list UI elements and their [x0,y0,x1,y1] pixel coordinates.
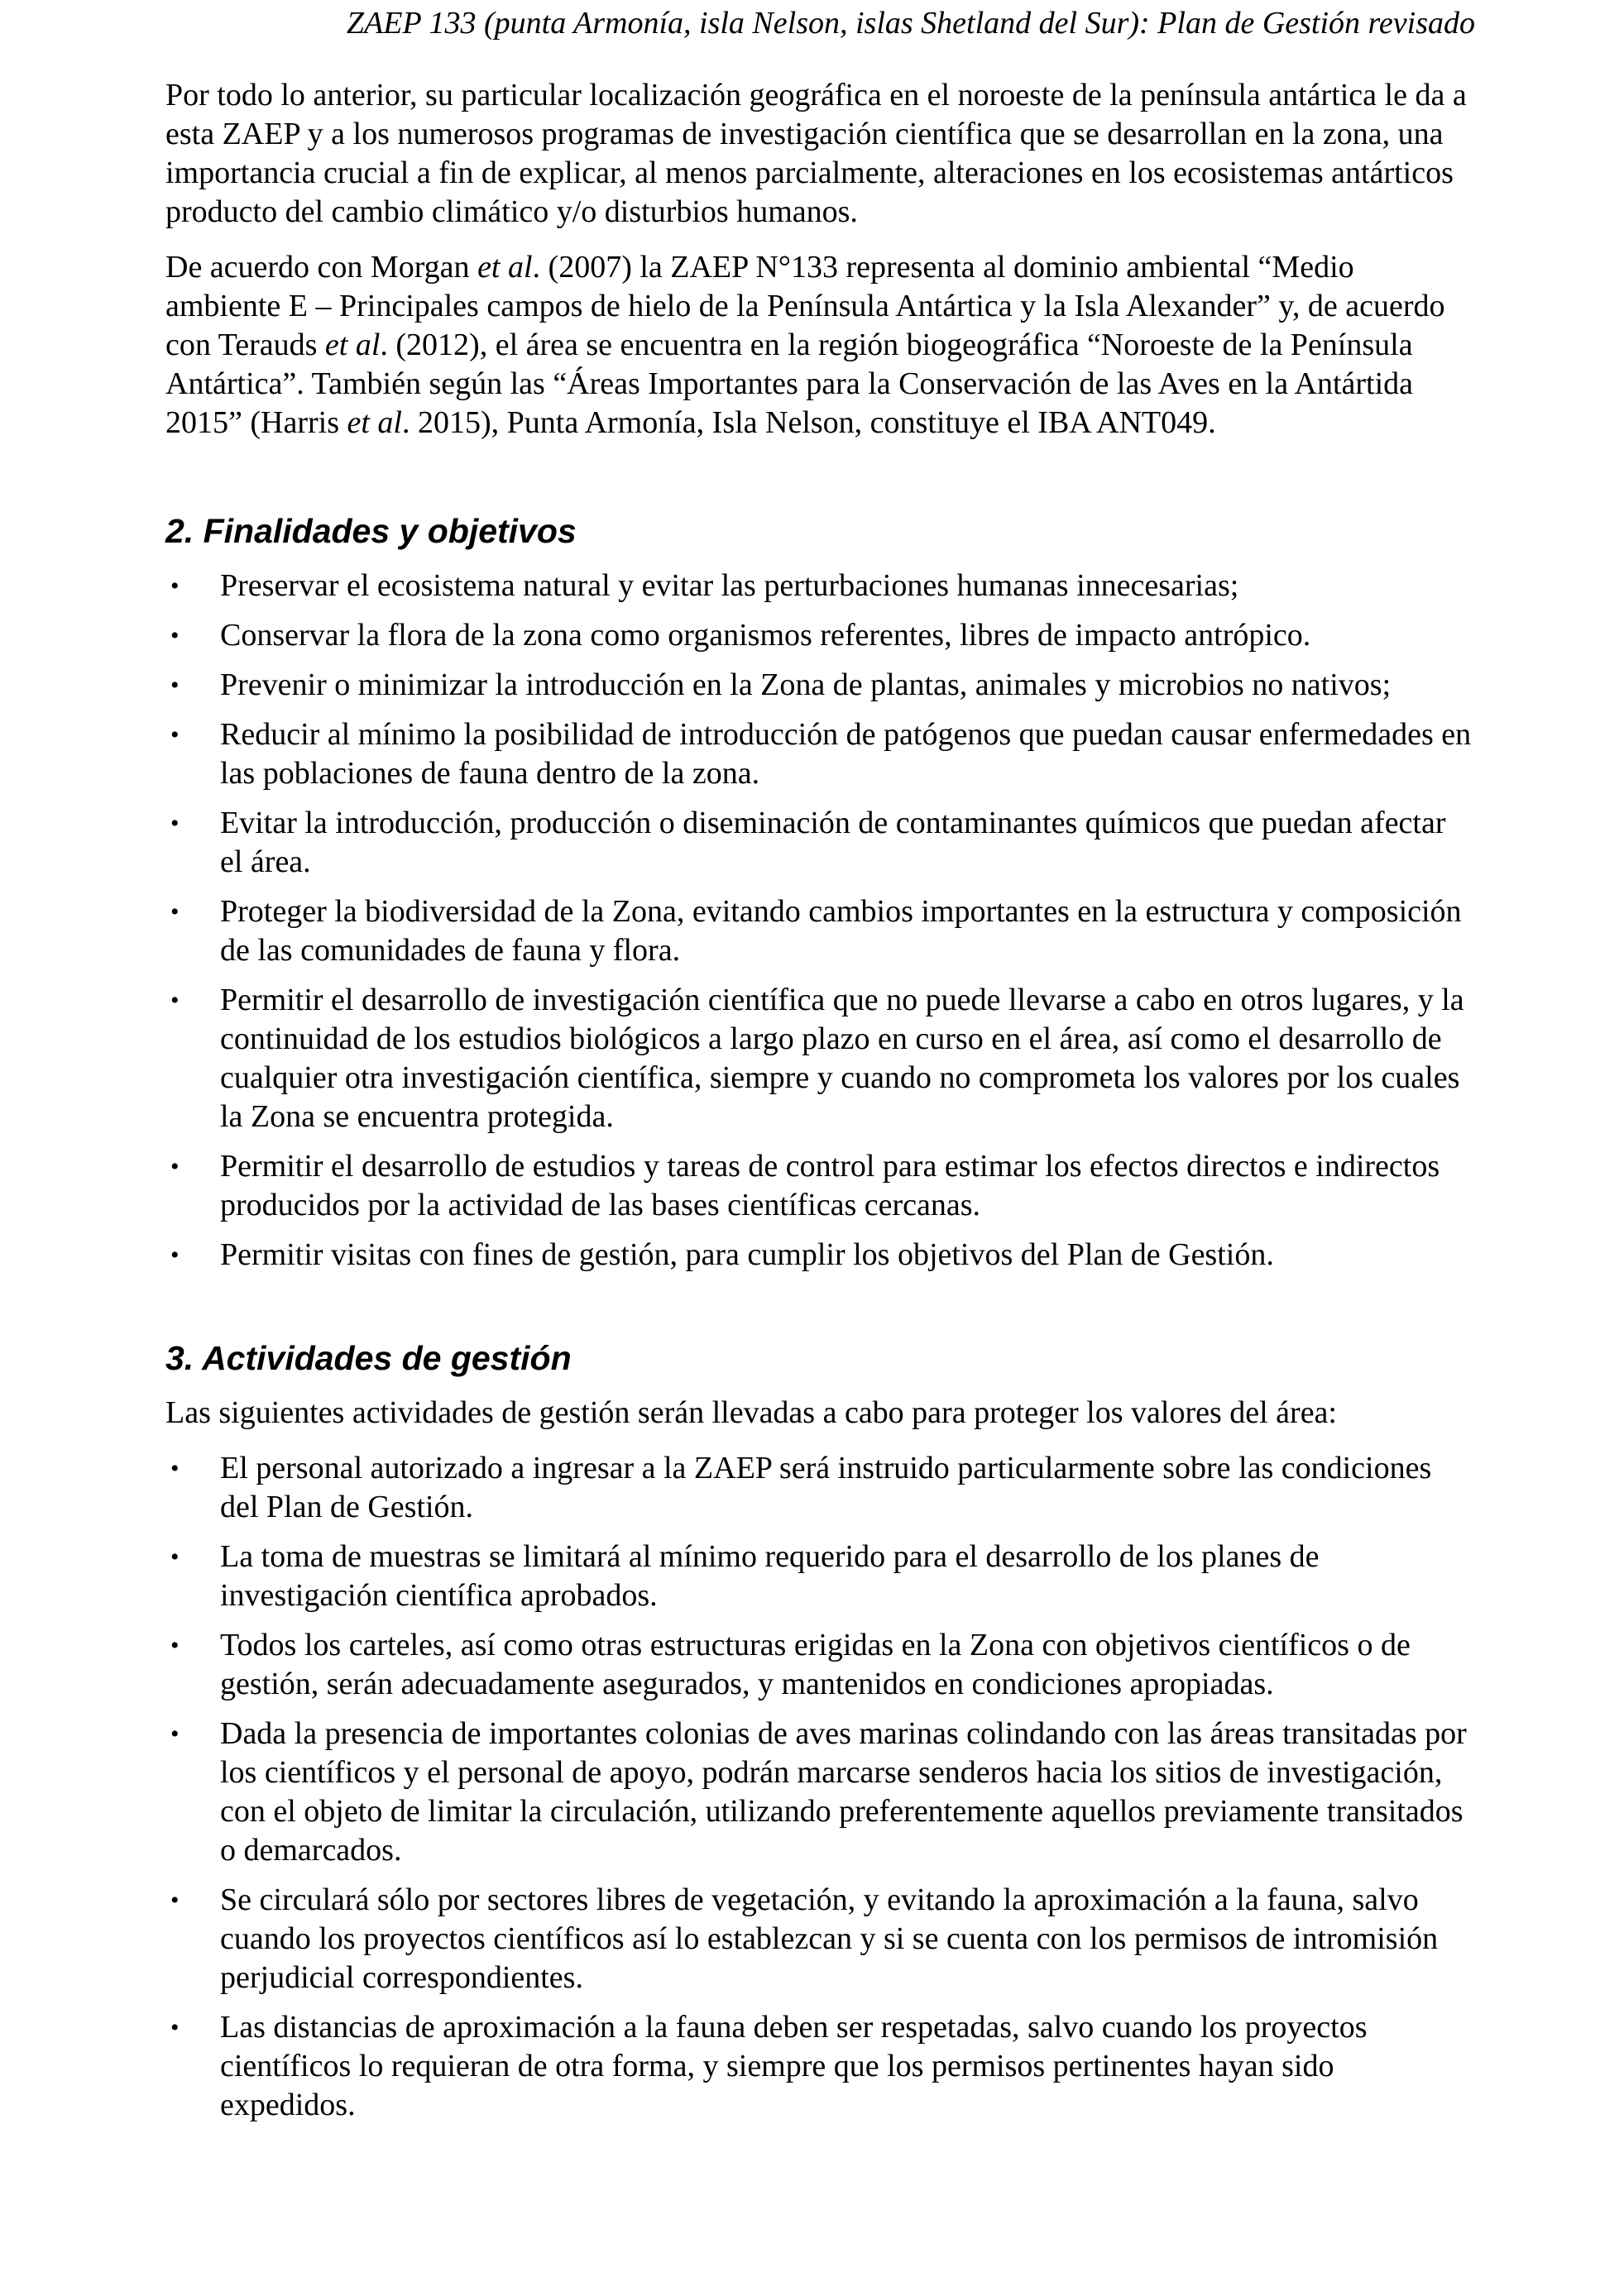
list-item-text: Se circulará sólo por sectores libres de vegetación, y evitando la aproximación a la fauna, salvo cuando los proyectos científicos así lo establezcan y si se cuenta con los permisos de intromisión perjudicial correspondientes. [220,1882,1439,1995]
bullet-icon: • [170,898,180,926]
running-header: ZAEP 133 (punta Armonía, isla Nelson, islas Shetland del Sur): Plan de Gestión revisado [346,6,1475,41]
bullet-icon: • [170,672,180,699]
bullet-icon: • [170,1241,180,1269]
section-heading-actividades: 3. Actividades de gestión [165,1339,572,1377]
list-item [165,567,1473,605]
list-item-text: El personal autorizado a ingresar a la ZAEP será instruido particularmente sobre las condiciones del Plan de Gestión. [220,1451,1432,1524]
list-item-text: Proteger la biodiversidad de la Zona, evitando cambios importantes en la estructura y composición de las comunidades de fauna y flora. [220,894,1462,968]
list-item-text: Todos los carteles, así como otras estructuras erigidas en la Zona con objetivos científicos o de gestión, serán adecuadamente asegurados, y mantenidos en condiciones apropiadas. [220,1628,1411,1701]
bullet-icon: • [170,1153,180,1180]
text-run: De acuerdo con Morgan [165,250,478,285]
list-item [165,981,1473,1136]
bullet-icon: • [170,810,180,837]
intro-paragraph-1: Por todo lo anterior, su particular localización geográfica en el noroeste de la península antártica le da a esta ZAEP y a los numerosos programas de investigación científica que se desarrollan en la zona, una importancia crucial a fin de explicar, al menos parcialmente, alteraciones en los ecosistemas antárticos producto del cambio climático y/o disturbios humanos. [165,78,1467,229]
list-item [165,666,1473,705]
list-item [165,715,1473,793]
list-item-text: Las distancias de aproximación a la fauna deben ser respetadas, salvo cuando los proyectos científicos lo requieran de otra forma, y siempre que los permisos pertinentes hayan sido expedidos. [220,2010,1368,2122]
bullet-icon: • [170,2014,180,2041]
list-item-text: Permitir visitas con fines de gestión, para cumplir los objetivos del Plan de Gestión. [220,1237,1274,1272]
bullet-icon: • [170,987,180,1014]
list-item-text: Permitir el desarrollo de estudios y tareas de control para estimar los efectos directos e indirectos producidos por la actividad de las bases científicas cercanas. [220,1149,1440,1222]
bullet-icon: • [170,572,180,600]
bullet-icon: • [170,622,180,649]
bullet-icon: • [170,1887,180,1914]
bullet-icon: • [170,1720,180,1748]
list-item [165,1236,1473,1275]
list-item-text: Dada la presencia de importantes colonias de aves marinas colindando con las áreas transitadas por los científicos y el personal de apoyo, podrán marcarse senderos hacia los sitios de investigación, con el objeto de limitar la circulación, utilizando preferentemente aquellos previamente transitados o demarcados. [220,1716,1467,1868]
list-item-text: Reducir al mínimo la posibilidad de introducción de patógenos que puedan causar enfermedades en las poblaciones de fauna dentro de la zona. [220,717,1472,791]
list-item [165,616,1473,655]
section-3-intro: Las siguientes actividades de gestión serán llevadas a cabo para proteger los valores del área: [165,1395,1337,1430]
text-run: . (2007) la ZAEP N°133 representa al dominio ambiental “Medio ambiente E – Principales campos de hielo de la Península Antártica y la Isla Alexander” y, de acuerdo con Terauds [165,250,1445,362]
bullet-icon: • [170,1632,180,1659]
list-item [165,804,1473,882]
bullet-icon: • [170,721,180,749]
list-item-text: Prevenir o minimizar la introducción en la Zona de plantas, animales y microbios no nativos; [220,667,1392,702]
et-al-citation: et al [347,405,402,440]
list-item [165,1147,1473,1225]
et-al-citation: et al [477,250,533,285]
list-item [165,892,1473,970]
list-item-text: Evitar la introducción, producción o diseminación de contaminantes químicos que puedan afectar el área. [220,806,1446,879]
list-item [165,2008,1473,2125]
list-item-text: Permitir el desarrollo de investigación científica que no puede llevarse a cabo en otros lugares, y la continuidad de los estudios biológicos a largo plazo en curso en el área, así como el desarrollo de cualquier otra investigación científica, siempre y cuando no comprometa los valores por los cuales la Zona se encuentra protegida. [220,983,1464,1134]
et-al-citation: et al [324,328,381,362]
bullet-icon: • [170,1543,180,1571]
section-heading-finalidades: 2. Finalidades y objetivos [165,512,577,550]
list-item-text: La toma de muestras se limitará al mínimo requerido para el desarrollo de los planes de investigación científica aprobados. [220,1539,1320,1613]
bullet-icon: • [170,1455,180,1482]
list-item [165,1538,1473,1615]
list-item [165,1449,1473,1527]
list-item-text: Conservar la flora de la zona como organismos referentes, libres de impacto antrópico. [220,618,1311,653]
text-run: . 2015), Punta Armonía, Isla Nelson, constituye el IBA ANT049. [401,405,1216,440]
list-item [165,1715,1473,1870]
list-item [165,1626,1473,1704]
list-item [165,1881,1473,1997]
page-content [165,76,1473,2136]
text-run: . (2012), el área se encuentra en la región biogeográfica “Noroeste de la Península Antártica”. También según las “Áreas Importantes para la Conservación de las Aves en la Antártida 2015” (Harris [165,328,1414,440]
intro-paragraph-2 [165,248,1473,442]
list-item-text: Preservar el ecosistema natural y evitar las perturbaciones humanas innecesarias; [220,568,1239,603]
management-activities-list [165,1449,1473,2125]
objectives-list [165,567,1473,1275]
